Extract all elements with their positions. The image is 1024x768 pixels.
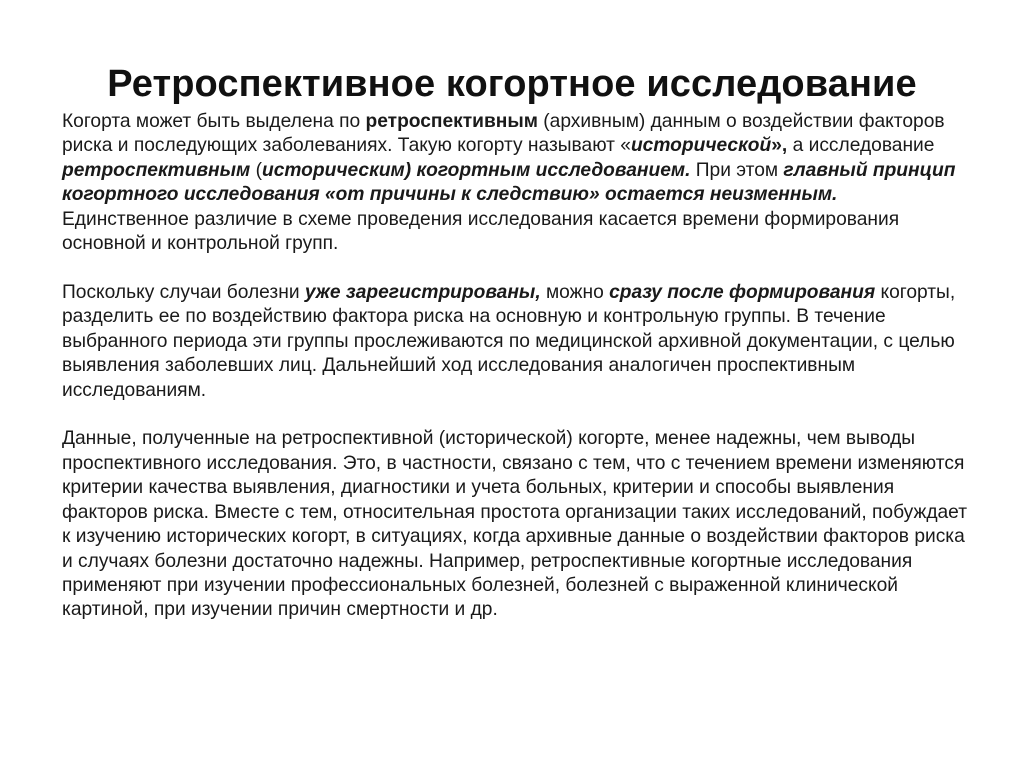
slide-title: Ретроспективное когортное исследование <box>107 63 917 106</box>
slide-body <box>62 110 967 623</box>
text-segment: можно <box>540 281 610 303</box>
text-segment: ретроспективным <box>62 159 251 181</box>
text-segment: ( <box>250 159 262 181</box>
text-segment: сразу после формирования <box>609 281 876 303</box>
paragraph-grouping <box>62 281 967 403</box>
text-segment: Данные, полученные на ретроспективной (исторической) когорте, менее надежны, чем выводы проспективного исследования. Это, в частности, связано с тем, что с течением времени изменяются критерии качества выявления, диагностики и учета больных, критерии и способы выявления факторов риска. Вместе с тем, относительная простота организации таких исследований, побуждает к изучению исторических когорт, в ситуациях, когда архивные данные о воздействии факторов риска и случаях болезни достаточно надежны. Например, ретроспективные когортные исследования применяют при изучении профессиональных болезней, болезней с выраженной клинической картиной, при изучении причин смертности и др. <box>62 428 968 621</box>
text-segment: главный принцип когортного исследования «от причины к следствию» остается неизменным. <box>62 159 956 206</box>
text-segment: уже зарегистрированы, <box>304 281 541 303</box>
text-segment: Поскольку случаи болезни <box>62 281 305 303</box>
text-segment: а исследование <box>787 135 935 157</box>
paragraph-reliability <box>62 427 967 622</box>
text-segment: », <box>771 135 788 157</box>
text-segment: когорты, разделить ее по воздействию фактора риска на основную и контрольную группы. В течение выбранного периода эти группы прослеживаются по медицинской архивной документации, с целью выявления заболевших лиц. Дальнейший ход исследования аналогичен проспективным исследованиям. <box>62 281 956 401</box>
text-segment: Единственное различие в схеме проведения исследования касается времени формирования основной и контрольной групп. <box>62 208 900 255</box>
text-segment: Когорта может быть выделена по <box>62 111 366 132</box>
text-segment: ретроспективным <box>365 111 538 132</box>
paragraph-definition <box>62 110 967 256</box>
text-segment: историческим) когортным исследованием. <box>261 159 691 181</box>
text-segment: При этом <box>690 159 784 181</box>
text-segment: исторической <box>630 135 772 157</box>
text-segment: (архивным) данным о воздействии факторов риска и последующих заболеваниях. Такую когорту называют « <box>62 111 945 157</box>
